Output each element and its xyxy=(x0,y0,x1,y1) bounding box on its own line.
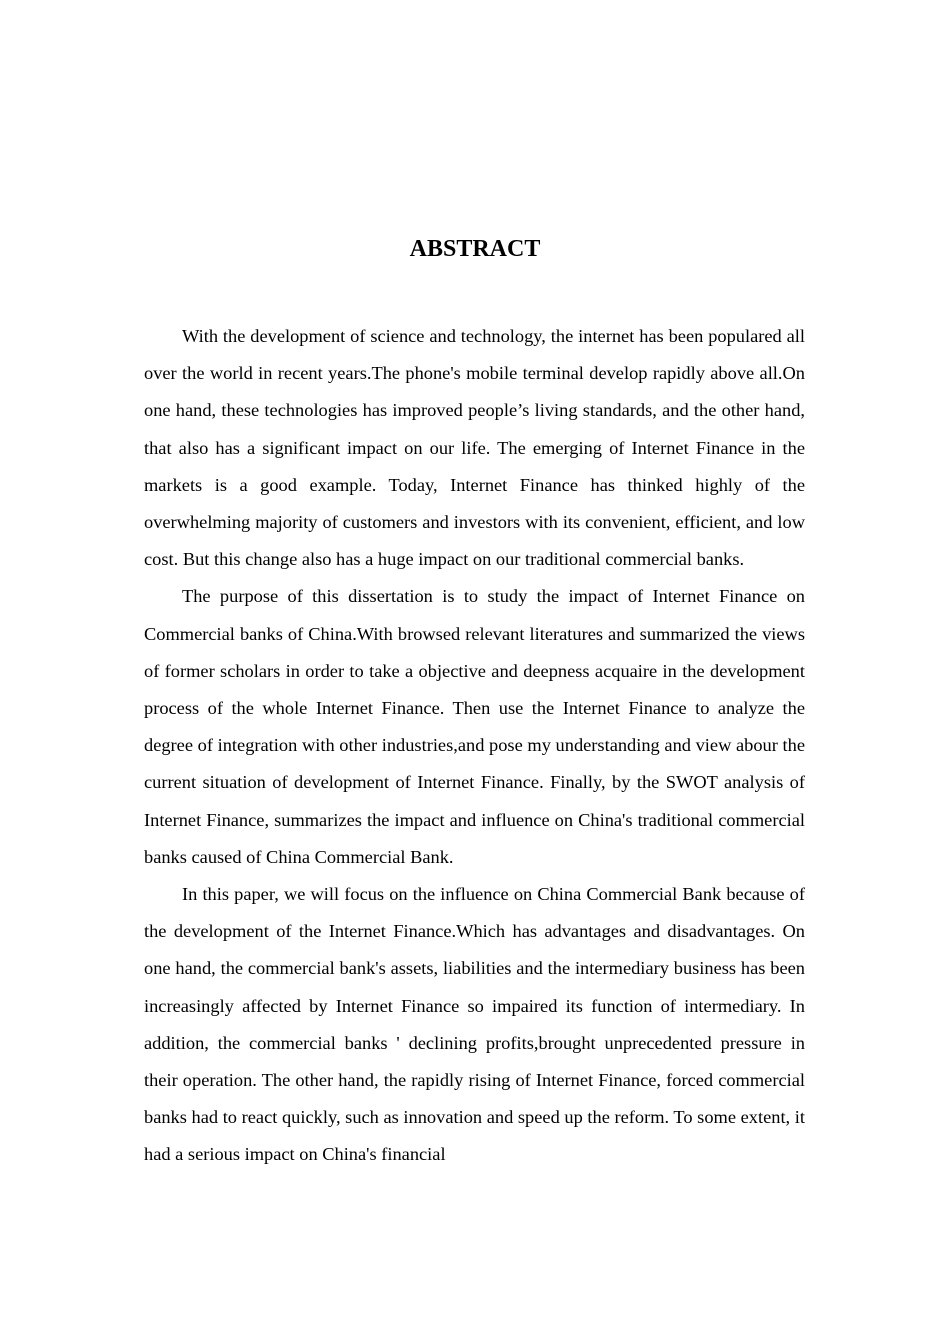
page-title: ABSTRACT xyxy=(409,236,541,262)
abstract-body xyxy=(144,318,805,1174)
abstract-paragraph-3: In this paper, we will focus on the influence on China Commercial Bank because of the development of the Internet Finance.Which has advantages and disadvantages. On one hand, the commercial bank's assets, liabilities and the intermediary business has been increasingly affected by Internet Finance so impaired its function of intermediary. In addition, the commercial banks ' declining profits,brought unprecedented pressure in their operation. The other hand, the rapidly rising of Internet Finance, forced commercial banks had to react quickly, such as innovation and speed up the reform. To some extent, it had a serious impact on China's financial xyxy=(144,884,805,1165)
abstract-paragraph-2: The purpose of this dissertation is to study the impact of Internet Finance on Commercial banks of China.With browsed relevant literatures and summarized the views of former scholars in order to take a objective and deepness acquaire in the development process of the whole Internet Finance. Then use the Internet Finance to analyze the degree of integration with other industries,and pose my understanding and view abour the current situation of development of Internet Finance. Finally, by the SWOT analysis of Internet Finance, summarizes the impact and influence on China's traditional commercial banks caused of China Commercial Bank. xyxy=(144,586,805,867)
abstract-paragraph-1: With the development of science and technology, the internet has been populared all over the world in recent years.The phone's mobile terminal develop rapidly above all.On one hand, these technologies has improved people’s living standards, and the other hand, that also has a significant impact on our life. The emerging of Internet Finance in the markets is a good example. Today, Internet Finance has thinked highly of the overwhelming majority of customers and investors with its convenient, efficient, and low cost. But this change also has a huge impact on our traditional commercial banks. xyxy=(144,326,805,570)
